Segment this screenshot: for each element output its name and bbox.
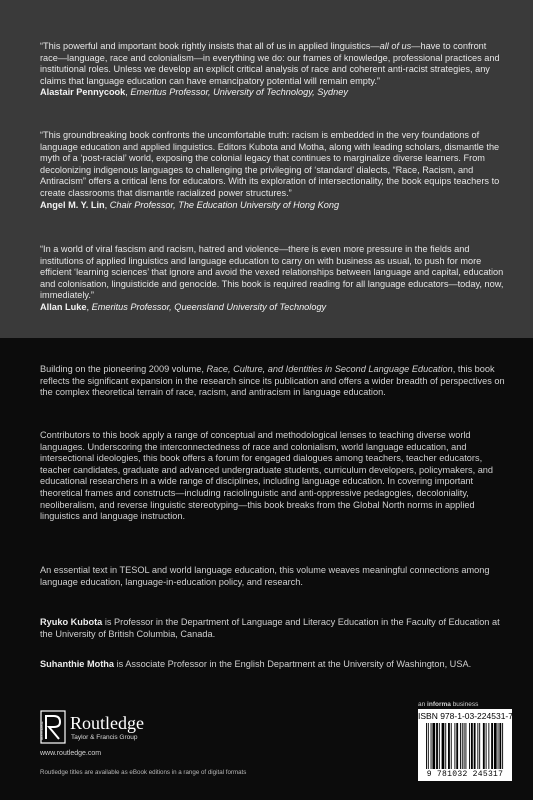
endorsement-attribution: Allan Luke, Emeritus Professor, Queensland University of Technology bbox=[40, 301, 327, 312]
informa-suffix: business bbox=[450, 701, 479, 708]
barcode-bar bbox=[428, 723, 429, 769]
quote-text: “This powerful and important book rightly insists that all of us in applied linguistics— bbox=[40, 41, 380, 51]
description-text: , this book reflects the significant expansion in the research since its publication and offers a wider breadth of perspectives on the complex theoretical terrain of race, racism, and antiracism in language education. bbox=[40, 364, 505, 398]
description-paragraph-1 bbox=[40, 364, 506, 399]
publisher-group: Taylor & Francis Group bbox=[71, 734, 138, 741]
editor-bio: is Professor in the Department of Language and Literacy Education in the Faculty of Education at the University of British Columbia, Canada. bbox=[40, 617, 500, 639]
barcode-bar bbox=[479, 723, 480, 769]
barcode-bar bbox=[432, 723, 435, 769]
endorser-name: Allan Luke bbox=[40, 301, 87, 312]
endorser-role: Emeritus Professor, University of Technology, Sydney bbox=[130, 87, 348, 98]
endorsement-pennycook bbox=[40, 41, 506, 99]
barcode-bar bbox=[498, 723, 499, 769]
barcode-bar bbox=[474, 723, 476, 769]
publisher-name: Routledge bbox=[70, 713, 144, 733]
barcode-bar bbox=[451, 723, 452, 769]
barcode-bar bbox=[439, 723, 440, 769]
informa-word: informa bbox=[427, 701, 451, 708]
barcode-bar bbox=[477, 723, 478, 769]
endorser-name: Angel M. Y. Lin bbox=[40, 199, 105, 210]
barcode-bar bbox=[488, 723, 489, 769]
editor-bio-motha bbox=[40, 659, 506, 671]
isbn-barcode-box bbox=[418, 709, 512, 781]
quote-text: —have to confront race—language, race and colonialism—in everything we do: our frames of knowledge, professional practices and institutional roles. Unless we develop an explicit critical analysis of race and coherent anti-racist strategies, any claims that language education can have emancipatory potential will remain empty.” bbox=[40, 41, 500, 86]
quote-emphasis: all of us bbox=[379, 41, 412, 51]
endorsement-lin bbox=[40, 130, 506, 211]
editor-bio: is Associate Professor in the English Department at the University of Washington, USA. bbox=[114, 659, 472, 669]
barcode-bar bbox=[442, 723, 445, 769]
endorsement-quote: “This groundbreaking book confronts the uncomfortable truth: racism is embedded in the very foundations of language education and applied linguistics. Editors Kubota and Motha, along with leading scholars, dismantle the myth of a ‘post-racial’ world, exposing the colonial legacy that continues to marginalize diverse learners. From decolonizing indigenous languages to challenging the privileging of ‘standard’ dialects, “Race, Racism, and Antiracism” offers a critical lens for educators. With its exploration of intersectionality, the book equips teachers to create classrooms that dismantle racialized power structures.” bbox=[40, 130, 500, 198]
description-paragraph-3: An essential text in TESOL and world language education, this volume weaves meaningful connections among language education, language-in-education policy, and research. bbox=[40, 565, 490, 587]
informa-prefix: an bbox=[418, 701, 428, 708]
barcode-bar bbox=[464, 723, 465, 769]
barcode-bar bbox=[471, 723, 473, 769]
informa-business-tag bbox=[418, 701, 478, 708]
editor-name: Ryuko Kubota bbox=[40, 617, 103, 627]
barcode-bar bbox=[448, 723, 450, 769]
logo-vertical-text: ROUTLEDGE bbox=[40, 721, 44, 740]
barcode-bars bbox=[424, 723, 506, 769]
endorsement-quote bbox=[40, 41, 506, 87]
barcode-bar bbox=[460, 723, 461, 769]
barcode-bar bbox=[454, 723, 455, 769]
barcode-bar bbox=[486, 723, 487, 769]
barcode-bar bbox=[445, 723, 446, 769]
barcode-bar bbox=[483, 723, 485, 769]
barcode-bar bbox=[426, 723, 427, 769]
barcode-digits: 9 781032 245317 bbox=[426, 770, 504, 779]
barcode-bar bbox=[491, 723, 493, 769]
editor-bio-kubota bbox=[40, 617, 506, 640]
editor-name: Suhanthie Motha bbox=[40, 659, 115, 669]
barcode-bar bbox=[431, 723, 432, 769]
routledge-logo-icon bbox=[40, 710, 66, 744]
endorsement-quote: “In a world of viral fascism and racism, hatred and violence—there is even more pressure in the fields and institutions of applied linguistics and language education to carry on with business as usual, to push for more efficient ‘learning sciences’ that ignore and avoid the vexed relationships between language and capital, education and colonisation, linguisticide and genocide. This book is required reading for all language educators—today, now, immediately.” bbox=[40, 244, 504, 301]
endorsement-attribution: Alastair Pennycook, Emeritus Professor, University of Technology, Sydney bbox=[40, 87, 348, 98]
publisher-website: www.routledge.com bbox=[40, 750, 102, 757]
endorser-name: Alastair Pennycook bbox=[40, 87, 126, 98]
endorser-role: Chair Professor, The Education University of Hong Kong bbox=[109, 199, 340, 210]
barcode-bar bbox=[462, 723, 463, 769]
endorsement-luke bbox=[40, 244, 506, 314]
endorsement-attribution: Angel M. Y. Lin, Chair Professor, The Education University of Hong Kong bbox=[40, 199, 340, 210]
prior-volume-title: Race, Culture, and Identities in Second Language Education bbox=[206, 364, 453, 374]
barcode-bar bbox=[494, 723, 497, 769]
barcode-bar bbox=[456, 723, 458, 769]
description-text: Building on the pioneering 2009 volume, bbox=[40, 364, 207, 374]
barcode-bar bbox=[465, 723, 466, 769]
barcode-bar bbox=[499, 723, 501, 769]
barcode-bar bbox=[502, 723, 503, 769]
description-paragraph-2: Contributors to this book apply a range of conceptual and methodological lenses to teaching diverse world languages. Underscoring the interconnectedness of race and colonialism, world language education, and intersectional ideologies, this book offers a forum for engaged dialogues among teachers, teacher educators, teacher candidates, graduate and advanced undergraduate students, curriculum developers, policymakers, and educational researchers in a wide range of disciplines, including language education. In covering important theoretical frames and constructs—including raciolinguistic and anti-oppressive pedagogies, decoloniality, neoliberalism, and reverse linguistic stereotyping—this book breaks from the Global North norms in applied linguistics and language instruction. bbox=[40, 430, 494, 522]
isbn-label: ISBN 978-1-03-224531-7 bbox=[418, 711, 513, 721]
barcode-bar bbox=[436, 723, 438, 769]
ebook-note: Routledge titles are available as eBook editions in a range of digital formats bbox=[40, 769, 247, 776]
barcode-bar bbox=[469, 723, 470, 769]
endorser-role: Emeritus Professor, Queensland University of Technology bbox=[91, 301, 327, 312]
routledge-logo bbox=[40, 710, 210, 746]
